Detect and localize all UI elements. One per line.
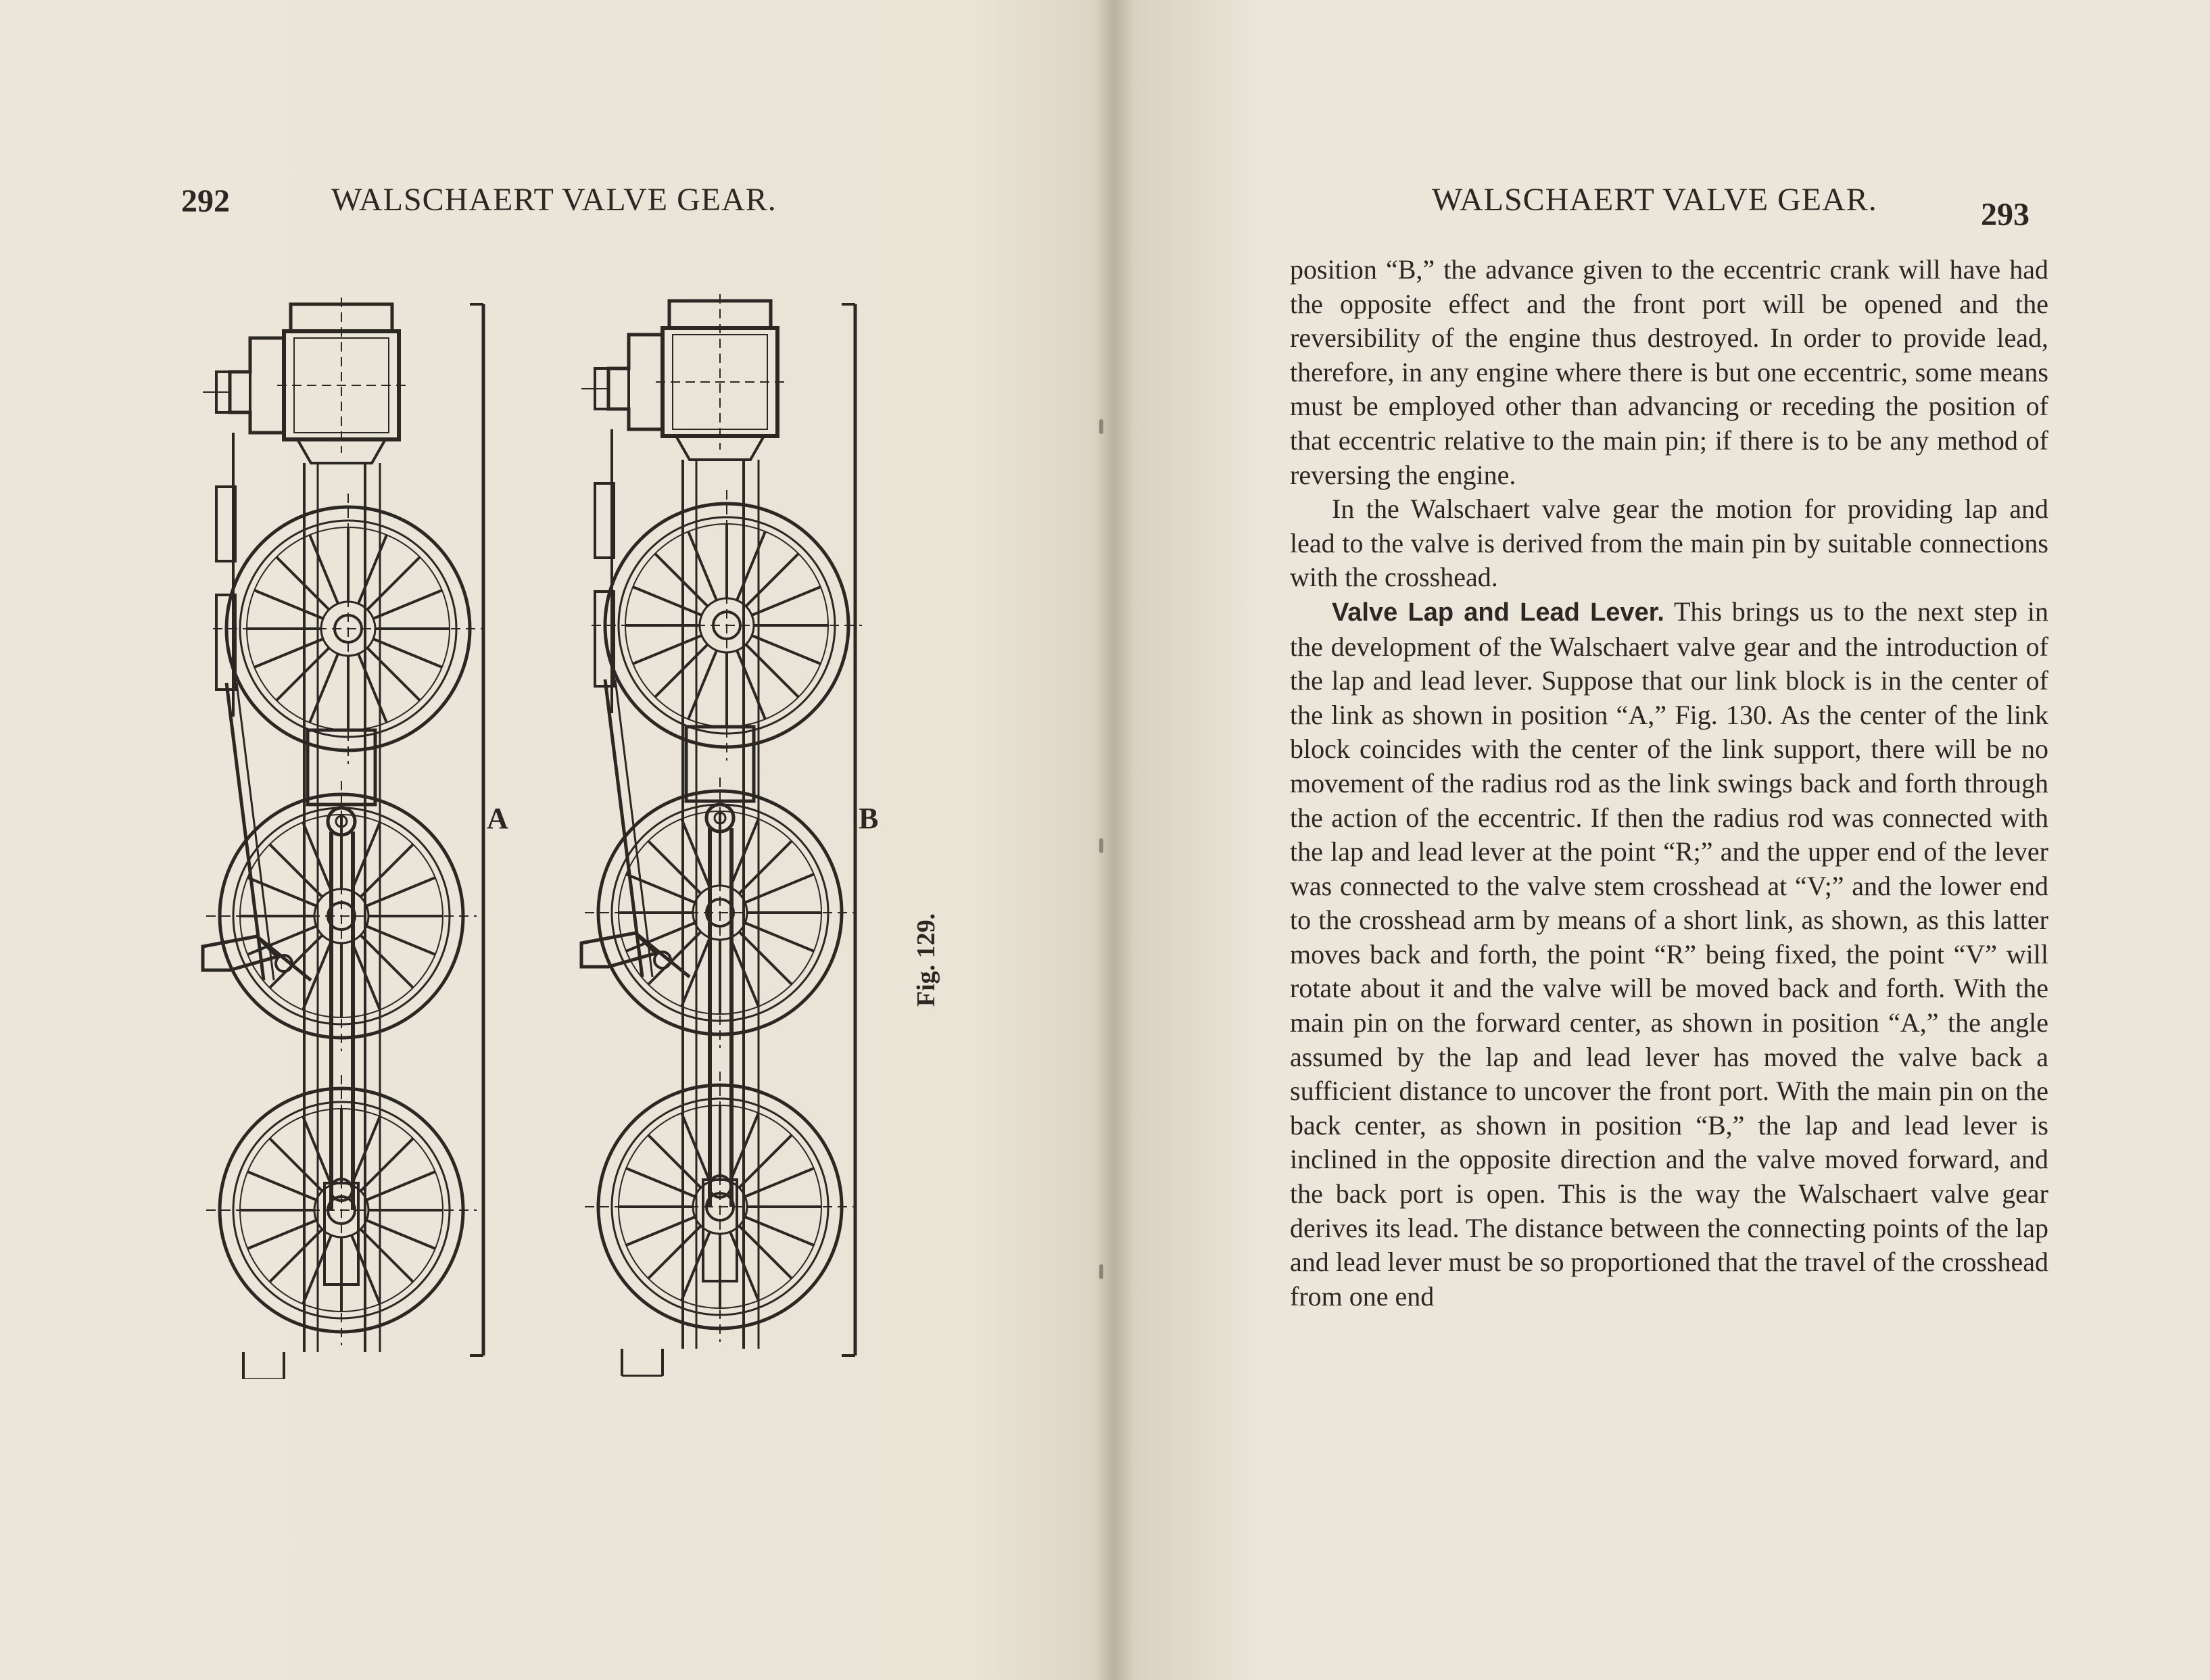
position-b-drawing bbox=[581, 294, 862, 1376]
paragraph-3-text: This brings us to the next step in the development of the Walschaert valve gear and the introduction of the lap and lead lever. Suppose that our link block is in the center of the link as shown in position “A,” Fig. 130. As the center of the link block coincides with the center of the link support, there will be no movement of the radius rod as the link swings back and forth through the action of the eccentric. If then the radius rod was connected with the lap and lead lever at the point “R;” and the upper end of the lever was connected to the valve stem crosshead at “V;” and the lower end to the crosshead arm by means of a short link, as shown, as this latter moves back and forth, the point “R” being fixed, the point “V” will rotate about it and the valve will be moved back and forth. With the main pin on the forward center, as shown in position “A,” the angle assumed by the lap and lead lever has moved the valve back a sufficient distance to uncover the front port. With the main pin on the back center, as shown in position “B,” the lap and lead lever is inclined in the opposite direction and the valve moved forward, and the back port is open. This is the way the Walschaert valve gear derives its lead. The distance between the connecting points of the lap and lead lever must be so proportioned that the travel of the crosshead from one end bbox=[1290, 596, 2049, 1312]
sidehead-valve-lap-lead-lever: Valve Lap and Lead Lever. bbox=[1332, 598, 1664, 627]
figure-caption-text: Fig. 129. bbox=[912, 913, 940, 1007]
position-label-b: B bbox=[859, 802, 879, 835]
paragraph-1: position “B,” the advance given to the eccentric crank will have had the opposite effect and the front port will be opened and the reversibility of the engine thus destroyed. In order to provide lead, therefore, in any engine where there is but one eccentric, some means must be employed other than advancing or receding the position of that eccentric relative to the main pin; if there is to be any method of reversing the engine. bbox=[1290, 254, 2048, 490]
left-page-number: 292 bbox=[181, 183, 230, 219]
left-page bbox=[0, 0, 1102, 1680]
paragraph-2: In the Walschaert valve gear the motion for providing lap and lead to the valve is derived from the main pin by suitable connections with the crosshead. bbox=[1290, 494, 2048, 593]
position-a-drawing bbox=[203, 297, 483, 1379]
body-text bbox=[1290, 253, 2048, 1314]
paragraph-3 bbox=[1290, 595, 2048, 1314]
valve-gear-figure bbox=[196, 284, 946, 1379]
right-page bbox=[1102, 0, 2210, 1680]
figure-caption bbox=[899, 838, 953, 1082]
locomotive-drawing bbox=[196, 284, 946, 1379]
right-page-number: 293 bbox=[1981, 197, 2029, 233]
left-running-head: WALSCHAERT VALVE GEAR. bbox=[331, 182, 777, 218]
right-running-head: WALSCHAERT VALVE GEAR. bbox=[1432, 182, 1877, 218]
position-label-a: A bbox=[487, 802, 508, 835]
